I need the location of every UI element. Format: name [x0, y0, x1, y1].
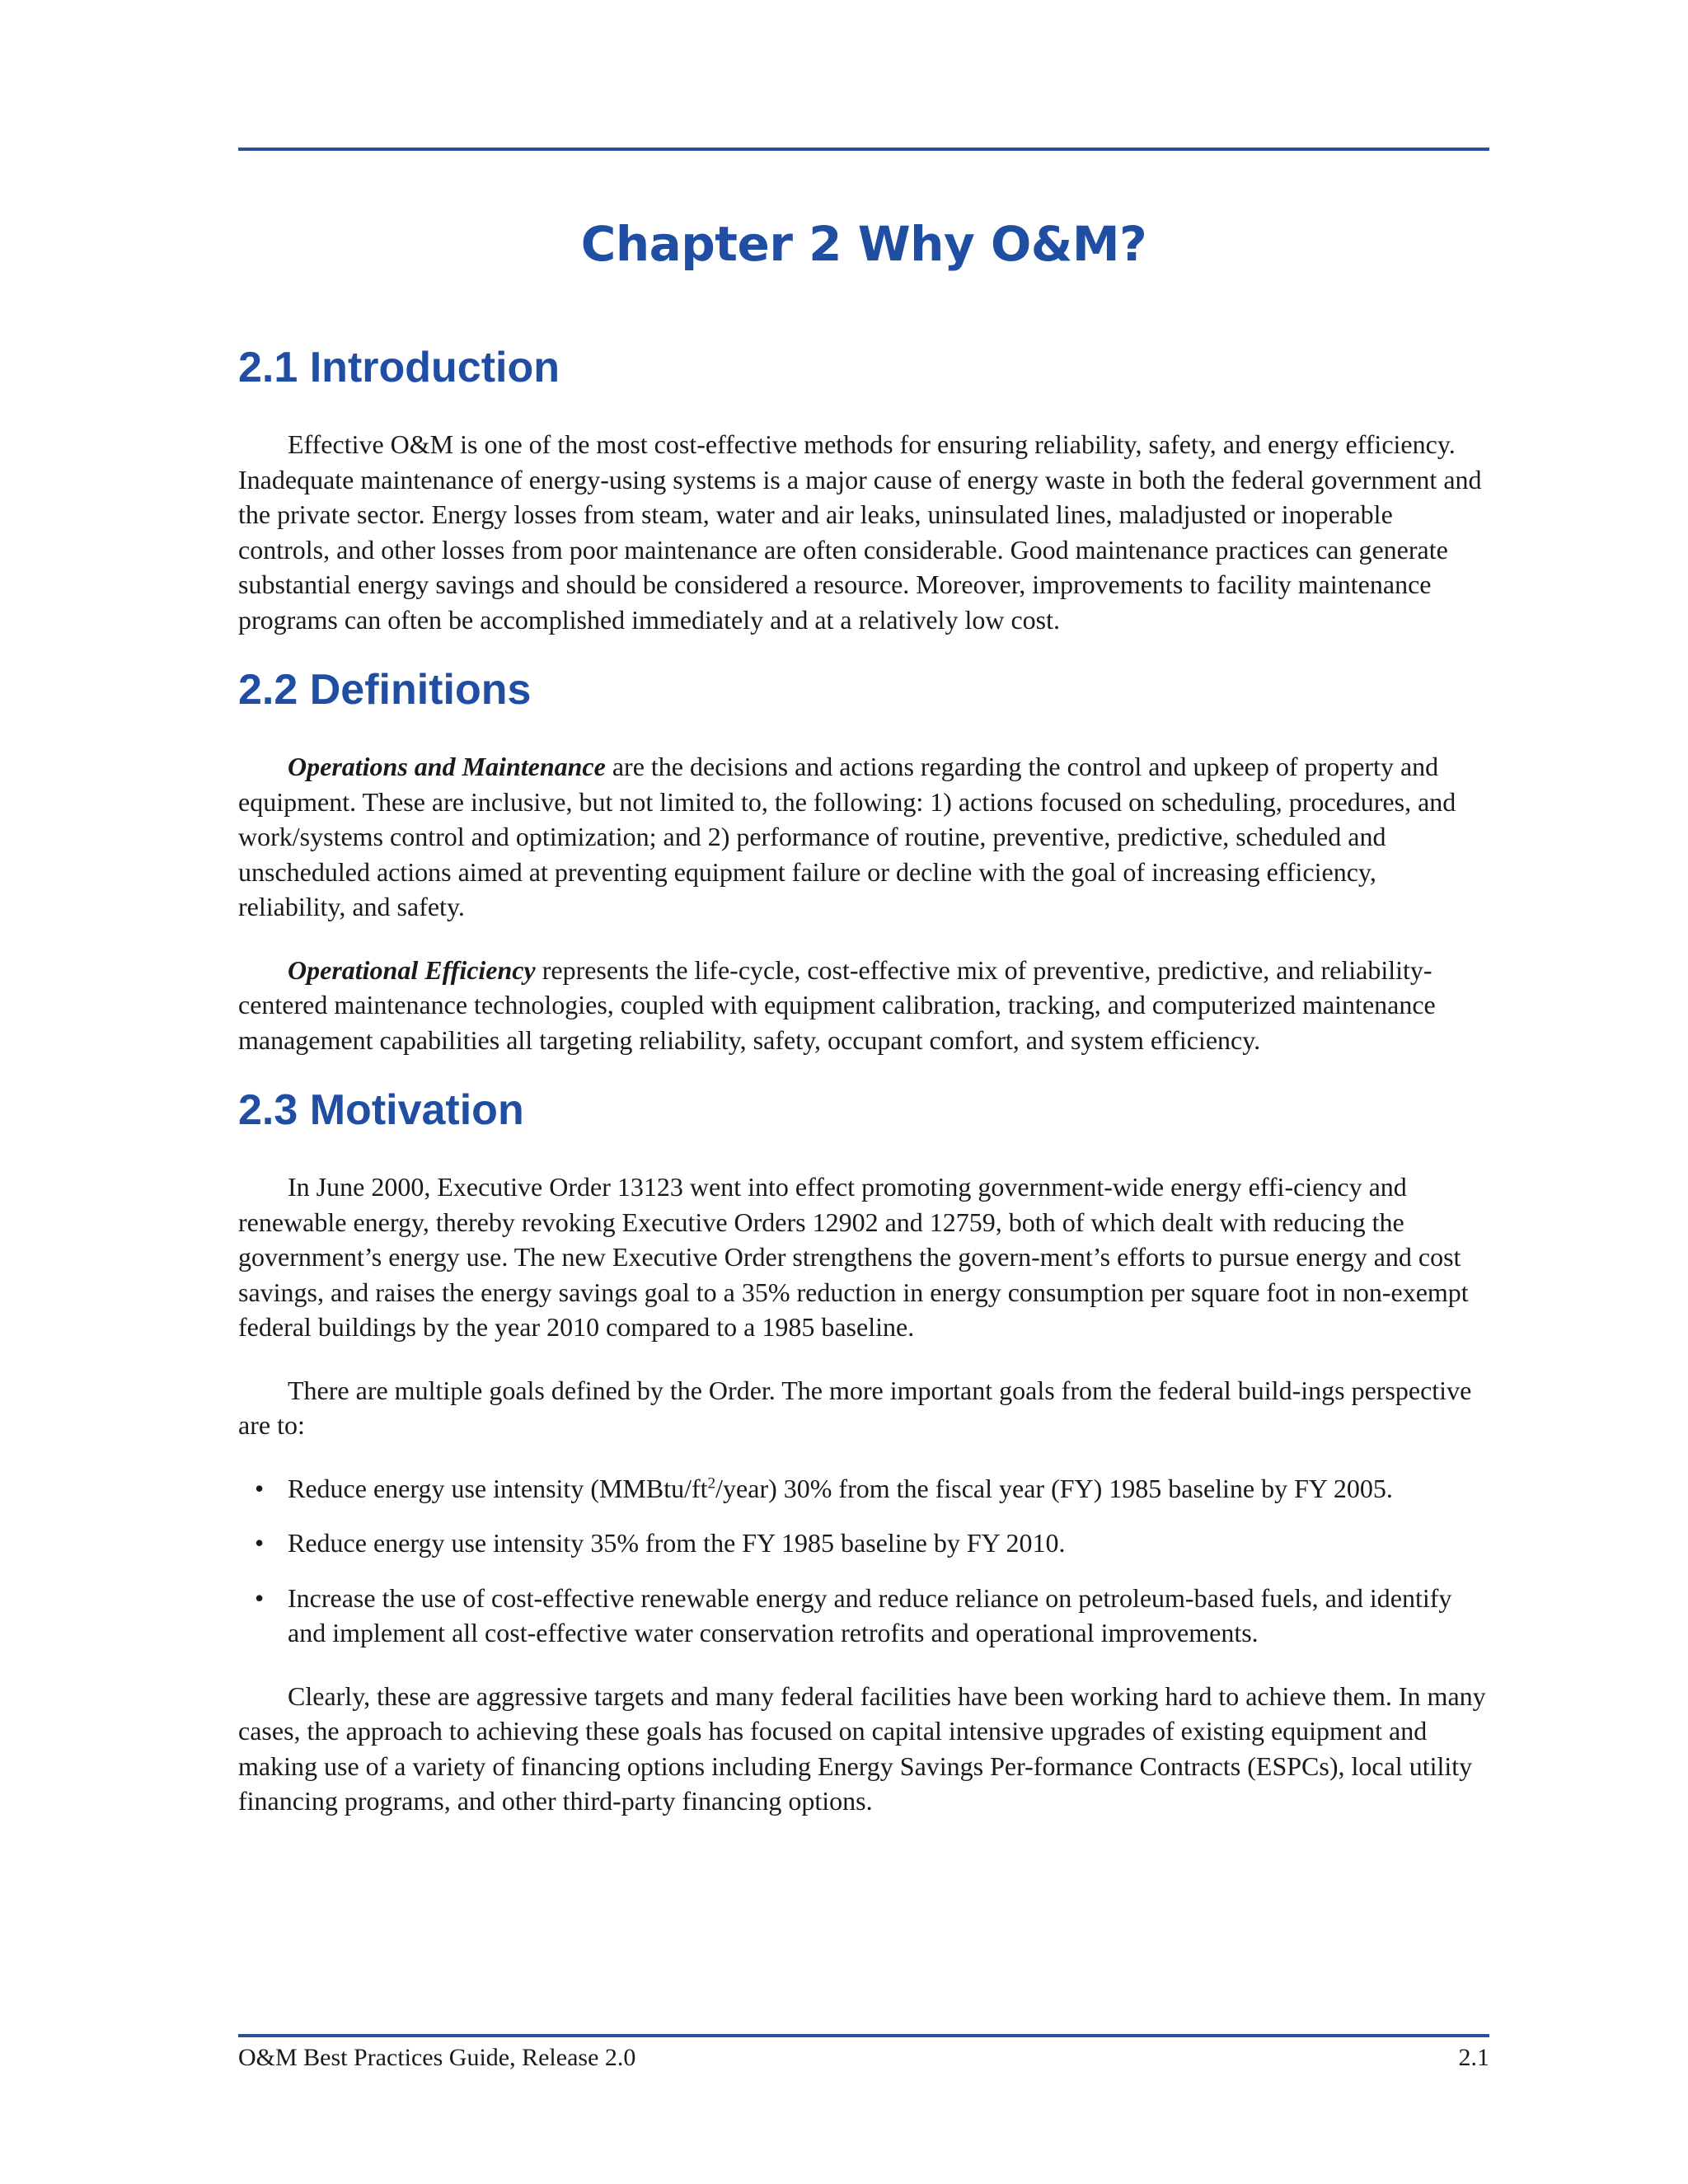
definition-text: are the decisions and actions regarding the control and upkeep of property and equipment. These are inclusive, but not limited to, the following: 1) actions focused on scheduling, procedures, and work/systems control and optimization; and 2) performance of routine, preventive, predictive, scheduled and unscheduled actions aimed at preventing equipment failure or decline with the goal of increasing efficiency, reliability, and safety. — [238, 752, 1456, 921]
superscript: 2 — [707, 1474, 716, 1492]
list-item-text: Increase the use of cost-effective renewable energy and reduce reliance on petroleum-based fuels, and identify and implement all cost-effective water conservation retrofits and operational improvements. — [288, 1582, 1452, 1647]
list-item — [238, 1471, 1489, 1507]
motivation-paragraph: In June 2000, Executive Order 13123 went into effect promoting government-wide energy effi-ciency and renewable energy, thereby revoking Executive Orders 12902 and 12759, both of which dealt with reducing the government’s energy use. The new Executive Order strengthens the govern-ment’s efforts to pursue energy and cost savings, and raises the energy savings goal to a 35% reduction in energy consumption per square foot in non-exempt federal buildings by the year 2010 compared to a 1985 baseline. — [238, 1172, 1469, 1342]
section-heading-definitions: 2.2 Definitions — [238, 666, 532, 714]
goals-list — [238, 1471, 1489, 1651]
section-heading-introduction: 2.1 Introduction — [238, 344, 560, 391]
list-item-text: Reduce energy use intensity (MMBtu/ft — [288, 1473, 708, 1503]
motivation-paragraph: There are multiple goals defined by the Order. The more important goals from the federal build-ings perspective are to: — [238, 1375, 1472, 1440]
bullet-icon: • — [255, 1473, 265, 1503]
footer-page-number: 2.1 — [1458, 2044, 1489, 2071]
defined-term: Operational Efficiency — [288, 954, 536, 985]
header-rule — [238, 148, 1489, 151]
defined-term: Operations and Maintenance — [288, 752, 606, 781]
chapter-title: Chapter 2 Why O&M? — [580, 216, 1147, 272]
bullet-icon: • — [255, 1528, 265, 1558]
page-body — [238, 336, 1489, 1819]
introduction-paragraph: Effective O&M is one of the most cost-effective methods for ensuring reliability, safety, and energy efficiency. Inadequate maintenance of energy-using systems is a major cause of energy waste in both the federal government and the private sector. Energy losses from steam, water and air leaks, uninsulated lines, maladjusted or inoperable controls, and other losses from poor maintenance are often considerable. Good maintenance practices can generate substantial energy savings and should be considered a resource. Moreover, improvements to facility maintenance programs can often be accomplished immediately and at a relatively low cost. — [238, 429, 1482, 635]
footer-document-title: O&M Best Practices Guide, Release 2.0 — [238, 2044, 636, 2071]
motivation-paragraph: Clearly, these are aggressive targets and many federal facilities have been working hard to achieve them. In many cases, the approach to achieving these goals has focused on capital intensive upgrades of existing equipment and making use of a variety of financing options including Energy Savings Per-formance Contracts (ESPCs), local utility financing programs, and other third-party financing options. — [238, 1680, 1486, 1816]
list-item-text: Reduce energy use intensity 35% from the FY 1985 baseline by FY 2010. — [288, 1528, 1066, 1558]
list-item-text: /year) 30% from the fiscal year (FY) 1985 baseline by FY 2005. — [715, 1473, 1393, 1503]
list-item — [238, 1526, 1489, 1561]
footer-rule — [238, 2034, 1489, 2037]
definition-operational-efficiency — [238, 953, 1489, 1058]
bullet-icon: • — [255, 1582, 265, 1613]
list-item — [238, 1581, 1489, 1651]
section-heading-motivation: 2.3 Motivation — [238, 1086, 524, 1134]
definition-operations-maintenance — [238, 749, 1489, 925]
definition-text: represents the life-cycle, cost-effective mix of preventive, predictive, and reliability-centered maintenance technologies, coupled with equipment calibration, tracking, and computerized maintenance management capabilities all targeting reliability, safety, occupant comfort, and system efficiency. — [238, 954, 1436, 1055]
